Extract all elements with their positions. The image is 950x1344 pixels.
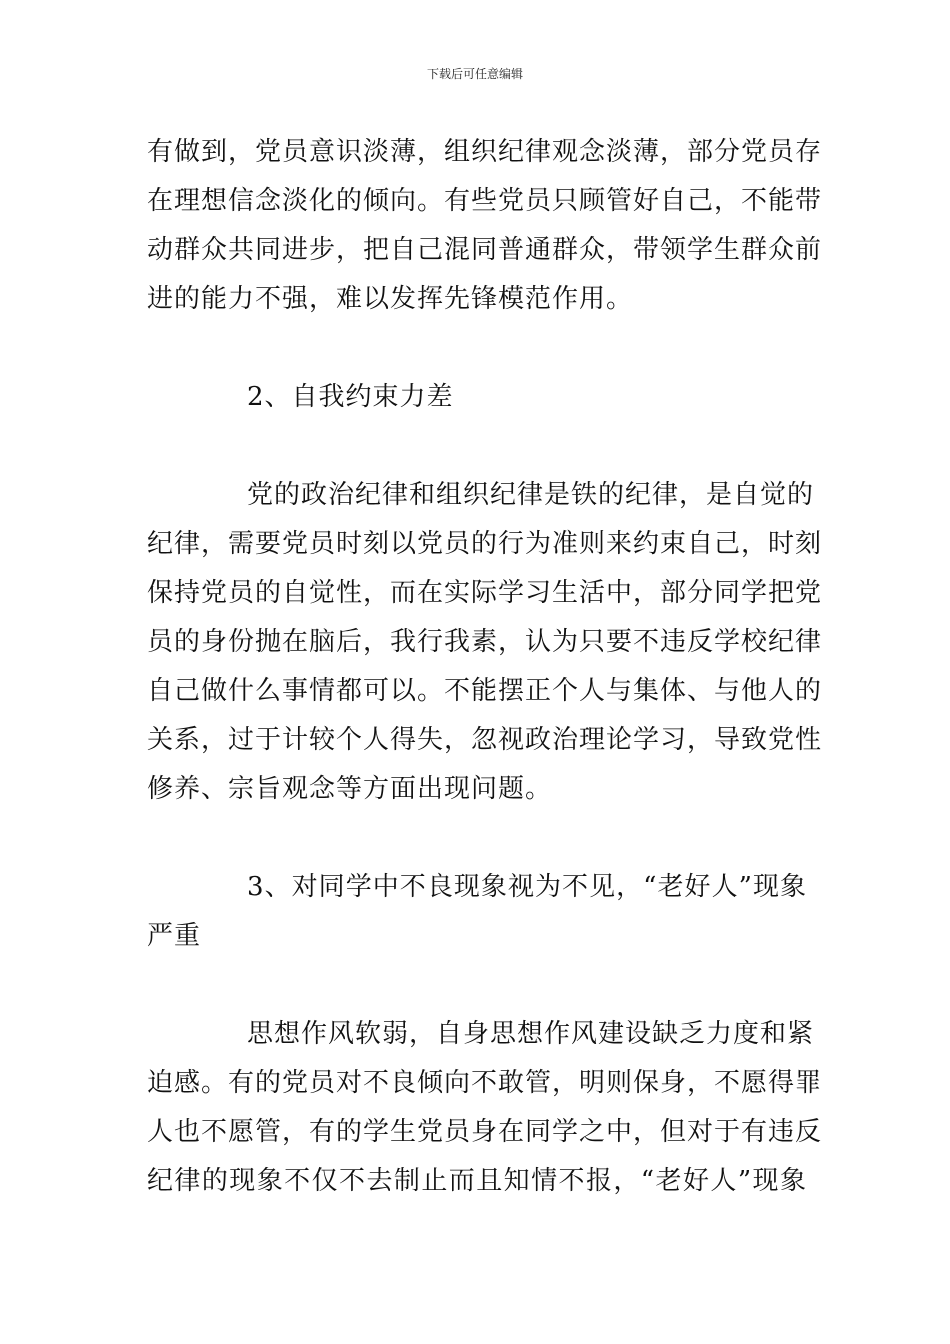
heading-line: 严重 [147,921,202,951]
paragraph-line: 进的能力不强，难以发挥先锋模范作用。 [147,284,634,314]
paragraph-gap [147,324,807,373]
paragraph-line: 党的政治纪律和组织纪律是铁的纪律，是自觉的 [247,480,815,510]
paragraph-line: 员的身份抛在脑后，我行我素，认为只要不违反学校纪律 [147,627,823,657]
paragraph-line: 保持党员的自觉性，而在实际学习生活中，部分同学把党 [147,578,823,608]
paragraph-2 [147,471,823,814]
paragraph-line: 关系，过于计较个人得失，忽视政治理论学习，导致党性 [147,725,823,755]
paragraph-gap [147,422,807,471]
heading-line: 3、对同学中不良现象视为不见，“老好人”现象 [247,872,807,902]
heading-line: 2、自我约束力差 [247,382,454,412]
paragraph-line: 人也不愿管，有的学生党员身在同学之中，但对于有违反 [147,1117,823,1147]
paragraph-line: 有做到，党员意识淡薄，组织纪律观念淡薄，部分党员存 [147,137,823,167]
paragraph-gap [147,814,807,863]
paragraph-line: 在理想信念淡化的倾向。有些党员只顾管好自己，不能带 [147,186,823,216]
paragraph-line: 纪律，需要党员时刻以党员的行为准则来约束自己，时刻 [147,529,823,559]
header-note: 下载后可任意编辑 [426,67,523,81]
paragraph-line: 自己做什么事情都可以。不能摆正个人与集体、与他人的 [147,676,823,706]
document-body [147,128,823,1206]
section-heading-3 [147,863,807,961]
paragraph-line: 纪律的现象不仅不去制止而且知情不报，“老好人”现象 [147,1166,807,1196]
paragraph-gap [147,961,807,1010]
section-heading-2 [147,373,807,422]
paragraph-1 [147,128,823,324]
paragraph-line: 修养、宗旨观念等方面出现问题。 [147,774,553,804]
paragraph-line: 思想作风软弱，自身思想作风建设缺乏力度和紧 [247,1019,815,1049]
paragraph-line: 动群众共同进步，把自己混同普通群众，带领学生群众前 [147,235,823,265]
paragraph-3 [147,1010,823,1206]
paragraph-line: 迫感。有的党员对不良倾向不敢管，明则保身，不愿得罪 [147,1068,823,1098]
